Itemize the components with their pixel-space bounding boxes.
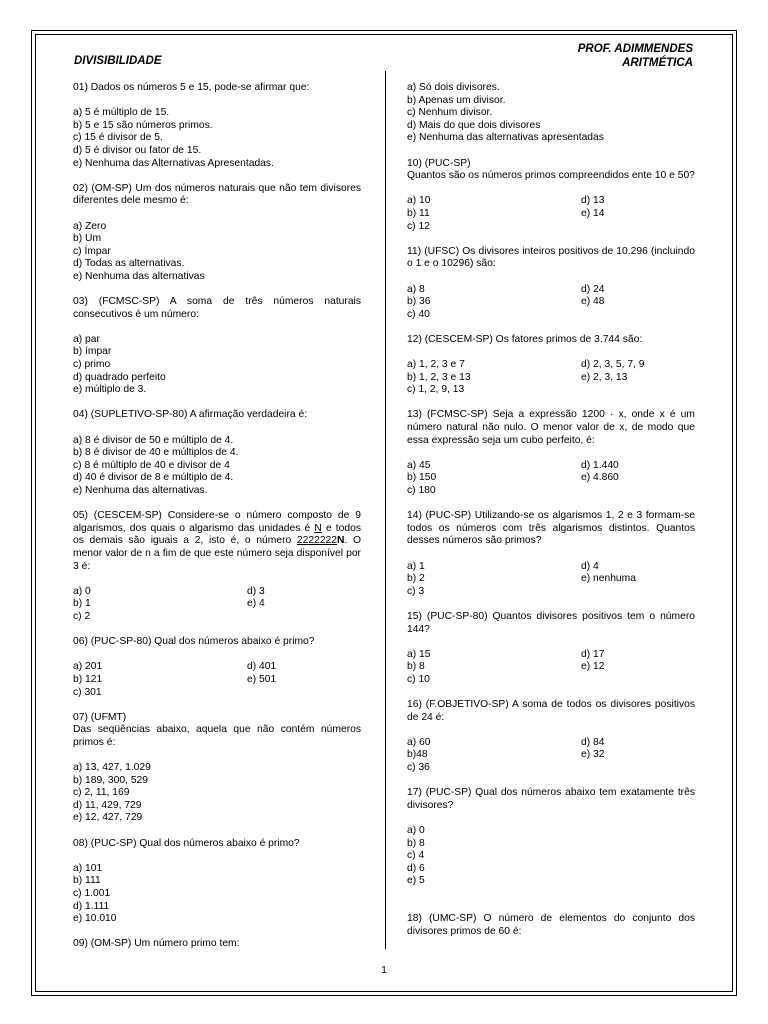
question-18 — [407, 901, 695, 939]
options-grid — [407, 561, 695, 599]
option: e) Nenhuma das alternativas. — [73, 485, 208, 496]
option: e) múltiplo de 3. — [73, 384, 147, 396]
options-grid — [73, 586, 361, 624]
option: c) 10 — [407, 673, 430, 685]
options-grid — [407, 284, 695, 322]
question-16 — [407, 699, 695, 775]
question-07 — [73, 712, 361, 825]
page-number: 1 — [381, 964, 387, 976]
question-12 — [407, 334, 695, 397]
question-03 — [73, 296, 361, 397]
column-divider — [385, 71, 386, 949]
option: c) 3 — [407, 585, 425, 597]
option: d) 401 — [247, 661, 277, 673]
option: c) 301 — [73, 686, 102, 698]
option: b) ímpar — [73, 346, 112, 358]
option: d) Todas as alternativas. — [73, 258, 185, 270]
question-stem: 08) (PUC-SP) Qual dos números abaixo é primo? — [73, 837, 300, 849]
option: a) Só dois divisores. — [407, 82, 500, 93]
question-14 — [407, 510, 695, 598]
option: d) 3 — [247, 585, 265, 597]
option: c) 40 — [407, 308, 430, 320]
option: e) Nenhuma das alternativas — [73, 270, 205, 282]
option: b) Um — [73, 233, 102, 245]
option: c) 12 — [407, 220, 430, 232]
option: d) 40 é divisor de 8 e múltiplo de 4. — [73, 472, 234, 484]
options-grid — [407, 359, 695, 397]
option: d) 6 — [407, 862, 425, 874]
question-stem: 12) (CESCEM-SP) Os fatores primos de 3.744 são: — [407, 333, 643, 345]
option: a) 1 — [407, 560, 425, 572]
question-stem: 15) (PUC-SP-80) Quantos divisores positivos tem o número 144? — [407, 610, 695, 635]
question-source: 10) (PUC-SP) — [407, 157, 471, 169]
option: d) 1.111 — [73, 900, 110, 912]
option: c) primo — [73, 359, 111, 371]
option: d) quadrado perfeito — [73, 371, 166, 383]
question-stem: 13) (FCMSC-SP) Seja a expressão 1200 · x, onde x é um número natural não nulo. O menor valor de x, de modo que essa expressão seja um cubo perfeito, é: — [407, 409, 695, 446]
option: a) 13, 427, 1.029 — [73, 762, 151, 774]
option: e) 4.860 — [581, 472, 619, 484]
question-02 — [73, 183, 361, 284]
option: e) 14 — [581, 207, 605, 219]
question-13 — [407, 409, 695, 497]
option: b) 189, 300, 529 — [73, 774, 148, 786]
option: c) 2, 11, 169 — [73, 787, 130, 799]
option: b)48 — [407, 749, 428, 761]
option: b) 8 — [407, 837, 425, 849]
option: b) 1, 2, 3 e 13 — [407, 371, 471, 383]
option: c) 1, 2, 9, 13 — [407, 384, 465, 396]
option: a) 5 é múltiplo de 15. — [73, 107, 170, 119]
option: b) 1 — [73, 598, 91, 610]
option: c) 2 — [73, 610, 91, 622]
option: b) 150 — [407, 472, 437, 484]
question-09 — [73, 938, 361, 951]
question-source: 07) (UFMT) — [73, 711, 127, 723]
option: d) Mais do que dois divisores — [407, 119, 541, 131]
question-stem: 06) (PUC-SP-80) Qual dos números abaixo é primo? — [73, 636, 315, 648]
option: a) 8 é divisor de 50 e múltiplo de 4. — [73, 434, 234, 446]
option: d) 1.440 — [581, 459, 619, 471]
options-grid — [407, 195, 695, 233]
question-17 — [407, 787, 695, 888]
options-grid — [407, 737, 695, 775]
option: c) Ímpar — [73, 245, 111, 257]
option: e) Nenhuma das Alternativas Apresentadas. — [73, 157, 274, 169]
option: e) 48 — [581, 296, 605, 308]
option: a) 45 — [407, 459, 431, 471]
option: a) Zero — [73, 220, 107, 232]
option: b) 36 — [407, 296, 431, 308]
option: c) 15 é divisor de 5. — [73, 132, 163, 144]
option: a) 1, 2, 3 e 7 — [407, 359, 465, 371]
option: c) Nenhum divisor. — [407, 107, 493, 119]
option: c) 180 — [407, 485, 436, 496]
question-stem: 04) (SUPLETIVO-SP-80) A afirmação verdadeira é: — [73, 409, 308, 421]
bold-n: N — [337, 535, 345, 547]
question-stem: 14) (PUC-SP) Utilizando-se os algarismos 1, 2 e 3 formam-se todos os números com três algarismos distintos. Quantos desses números são primos? — [407, 510, 695, 547]
option: d) 24 — [581, 283, 605, 295]
option: b) Apenas um divisor. — [407, 94, 506, 106]
option: d) 5 é divisor ou fator de 15. — [73, 144, 202, 156]
option: c) 4 — [407, 850, 425, 862]
question-stem: 03) (FCMSC-SP) A soma de três números naturais consecutivos é um número: — [73, 296, 361, 320]
option: c) 36 — [407, 762, 430, 774]
option: c) 8 é múltiplo de 40 e divisor de 4 — [73, 459, 230, 471]
question-08 — [73, 838, 361, 926]
option: d) 11, 429, 729 — [73, 799, 142, 811]
option: b) 2 — [407, 573, 425, 585]
option: d) 4 — [581, 560, 599, 572]
option: d) 2, 3, 5, 7, 9 — [581, 359, 645, 371]
question-10 — [407, 158, 695, 234]
underlined-n: N — [314, 522, 322, 534]
question-stem: 05) (CESCEM-SP) Considere-se o número composto de 9 algarismos, dos quais o algarismo das unidades é N e todos os demais são iguais a 2, isto é, o número 2222222N. O menor valor de n a fim de que este número seja disponível por 3 é: — [73, 510, 362, 572]
option: e) 501 — [247, 673, 277, 685]
question-stem: 17) (PUC-SP) Qual dos números abaixo tem exatamente três divisores? — [407, 787, 695, 811]
option: b) 8 — [407, 661, 425, 673]
document-title: DIVISIBILIDADE — [74, 55, 162, 67]
question-stem: 01) Dados os números 5 e 15, pode-se afirmar que: — [73, 82, 310, 93]
question-09-options — [407, 82, 695, 145]
option: d) 13 — [581, 195, 605, 207]
option: a) 0 — [73, 585, 91, 597]
question-stem: Das seqüências abaixo, aquela que não contém números primos é: — [73, 724, 361, 748]
option: e) 5 — [407, 875, 425, 887]
options-grid — [407, 460, 695, 498]
option: a) par — [73, 333, 100, 345]
option: c) 1.001 — [73, 888, 111, 899]
question-stem: Quantos são os números primos compreendidos ente 10 e 50? — [407, 170, 695, 182]
option: a) 60 — [407, 736, 431, 748]
question-stem: 16) (F.OBJETIVO-SP) A soma de todos os divisores positivos de 24 é: — [407, 699, 695, 723]
question-11 — [407, 246, 695, 322]
option: b) 121 — [73, 673, 103, 685]
option: e) Nenhuma das alternativas apresentadas — [407, 132, 604, 144]
author: PROF. ADIMMENDES — [577, 43, 693, 55]
option: a) 201 — [73, 661, 103, 673]
right-column — [407, 82, 695, 951]
option: e) 32 — [581, 749, 605, 761]
options-grid — [407, 649, 695, 687]
question-06 — [73, 636, 361, 699]
option: e) 2, 3, 13 — [581, 371, 628, 383]
question-04 — [73, 409, 361, 497]
question-15 — [407, 611, 695, 687]
option: e) 4 — [247, 598, 265, 610]
option: a) 8 — [407, 283, 425, 295]
option: b) 8 é divisor de 40 e múltiplos de 4. — [73, 447, 239, 459]
number-digits: 2222222 — [296, 535, 338, 547]
option: b) 111 — [73, 875, 101, 887]
question-stem: 09) (OM-SP) Um número primo tem: — [73, 938, 240, 950]
option: a) 10 — [407, 195, 431, 207]
option: e) 12, 427, 729 — [73, 812, 143, 824]
question-stem: 11) (UFSC) Os divisores inteiros positivos de 10.296 (incluindo o 1 e o 10296) são: — [407, 245, 695, 270]
option: e) 10.010 — [73, 913, 117, 925]
option: e) 12 — [581, 661, 605, 673]
option: a) 101 — [73, 862, 103, 874]
option: d) 17 — [581, 648, 605, 660]
option: d) 84 — [581, 736, 605, 748]
option: a) 0 — [407, 825, 425, 837]
question-05 — [73, 510, 361, 623]
options-grid — [73, 661, 361, 699]
option: b) 5 e 15 são números primos. — [73, 119, 213, 131]
option: a) 15 — [407, 648, 431, 660]
option: e) nenhuma — [581, 573, 636, 585]
subject: ARITMÉTICA — [622, 57, 693, 69]
option: b) 11 — [407, 207, 430, 219]
left-column — [73, 82, 361, 964]
question-stem: 18) (UMC-SP) O número de elementos do conjunto dos divisores primos de 60 é: — [407, 913, 695, 937]
question-stem: 02) (OM-SP) Um dos números naturais que não tem divisores diferentes dele mesmo é: — [73, 182, 361, 207]
question-01 — [73, 82, 361, 170]
header-right — [578, 42, 693, 70]
